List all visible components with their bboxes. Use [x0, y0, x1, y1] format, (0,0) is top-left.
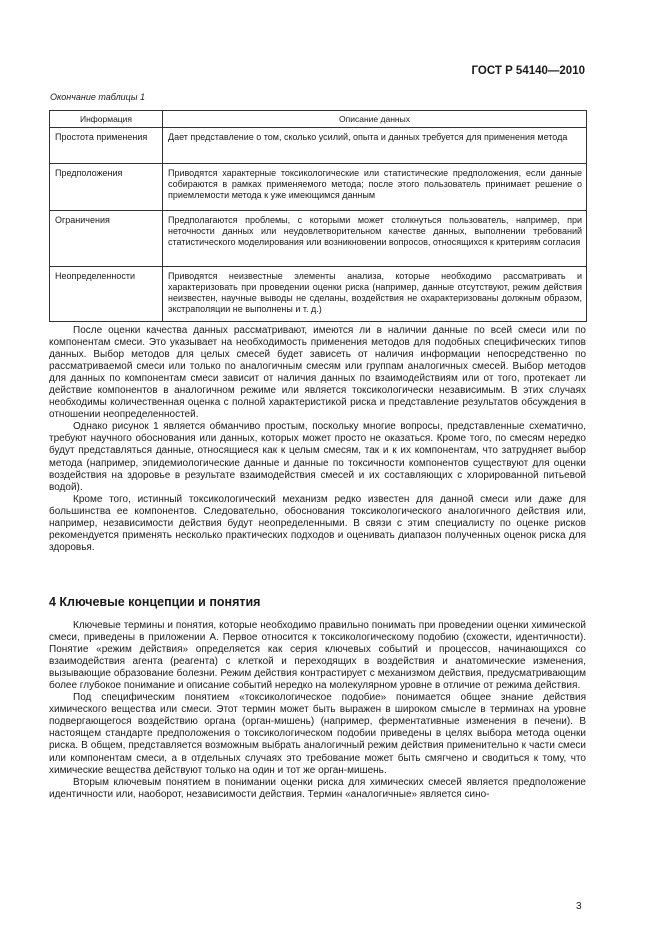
column-header-description: Описание данных [163, 111, 587, 128]
table-caption: Окончание таблицы 1 [50, 92, 145, 102]
paragraph: Однако рисунок 1 является обманчиво простым, поскольку многие вопросы, представленные схематично, требуют научного обоснования или данных, которых может просто не оказаться. Кроме того, по смесям нередко будут представляться данные, относящиеся как к целым смесям, так и к их компонентам, что затрудняет выбор метода (например, эпидемиологические данные и данные по токсичности компонентов существуют для оценки воздействия на здоровье в результате взаимодействия смесей и их составляющих с хлорированной питьевой водой). [49, 421, 586, 493]
page-number: 3 [576, 901, 582, 912]
table-header-row [50, 111, 587, 128]
row-label: Простота применения [50, 128, 163, 164]
paragraph: Кроме того, истинный токсикологический механизм редко известен для данной смеси или даже для большинства ее компонентов. Следовательно, обоснования токсикологического аналогичного действия или, например, независимости действия будут неопределенными. В связи с этим специалисту по оценке рисков рекомендуется применять несколько практических подходов и оценивать диапазон полученных оценок риска для здоровья. [49, 493, 586, 553]
body-text-section-4 [49, 620, 586, 801]
row-description: Предполагаются проблемы, с которыми может столкнуться пользователь, например, при неточности данных или неудовлетворительном качестве данных, выполнении требований статистического моделирования или возникновении вопросов, относящихся к критериям согласия [163, 211, 587, 267]
paragraph: После оценки качества данных рассматривают, имеются ли в наличии данные по всей смеси или по компонентам смеси. Это указывает на необходимость применения методов для подобных специфических типов данных. Выбор методов для целых смесей будет зависеть от наличия информации непосредственно по рассматриваемой смеси или только по аналогичным смесям или группам аналогичных смесей. Выбор методов для данных по компонентам смеси зависит от наличия данных по взаимодействиям или от того, протекает ли действие компонентов в аналогичном режиме или является токсикологически независимым. В этих случаях необходимы количественная оценка с полной характеристикой риска и представление результатов обсуждения в отношении неопределенностей. [49, 325, 586, 421]
section-heading: 4 Ключевые концепции и понятия [49, 595, 261, 609]
row-description: Приводятся характерные токсикологические или статистические предположения, если данные собираются в рамках применяемого метода; после этого пользователь принимает решение о приемлемости метода к уже имеющимся данным [163, 164, 587, 211]
document-number: ГОСТ Р 54140—2010 [471, 65, 585, 77]
paragraph: Под специфическим понятием «токсикологическое подобие» понимается общее знание действия химического вещества или смеси. Этот термин может быть выражен в широком смысле в терминах на уровне подвергающегося воздействию органа (орган-мишень) (например, ферментативные изменения в печени). В настоящем стандарте предположения о токсикологическом подобии приведены в целях выбора метода оценки риска. В общем, представляется возможным выбрать аналогичный режим действия применительно к части смеси или компонентам смеси, а в отдельных случаях это требование может быть смягчено и сводиться к тому, что химические вещества действуют только на один и тот же орган-мишень. [49, 692, 586, 776]
row-label: Ограничения [50, 211, 163, 267]
data-table [49, 110, 587, 322]
table-row [50, 211, 587, 267]
paragraph: Ключевые термины и понятия, которые необходимо правильно понимать при проведении оценки химической смеси, приведены в приложении А. Первое относится к токсикологическому подобию (схожести, идентичности). Понятие «режим действия» определяется как серия ключевых событий и процессов, начинающихся со взаимодействия агента (реагента) с клеткой и переходящих в воздействия и анатомические изменения, вызывающие образование болезни. Режим действия контрастирует с механизмом действия, предусматривающим более глубокое понимание и описание событий нередко на молекулярном уровне в отличие от режима действия. [49, 620, 586, 692]
column-header-information: Информация [50, 111, 163, 128]
table-row [50, 128, 587, 164]
row-label: Предположения [50, 164, 163, 211]
table-row [50, 267, 587, 322]
row-label: Неопределенности [50, 267, 163, 322]
paragraph: Вторым ключевым понятием в понимании оценки риска для химических смесей является предположение идентичности или, наоборот, независимости действия. Термин «аналогичные» является сино- [49, 776, 586, 800]
row-description: Дает представление о том, сколько усилий, опыта и данных требуется для применения метода [163, 128, 587, 164]
table-row [50, 164, 587, 211]
row-description: Приводятся неизвестные элементы анализа, которые необходимо рассматривать и характеризовать при проведении оценки риска (например, данные отсутствуют, режим действия неизвестен, научные выводы не сделаны, воздействия не охарактеризованы должным образом, экстраполяции не выполнены и т. д.) [163, 267, 587, 322]
body-text-section-1 [49, 325, 586, 554]
